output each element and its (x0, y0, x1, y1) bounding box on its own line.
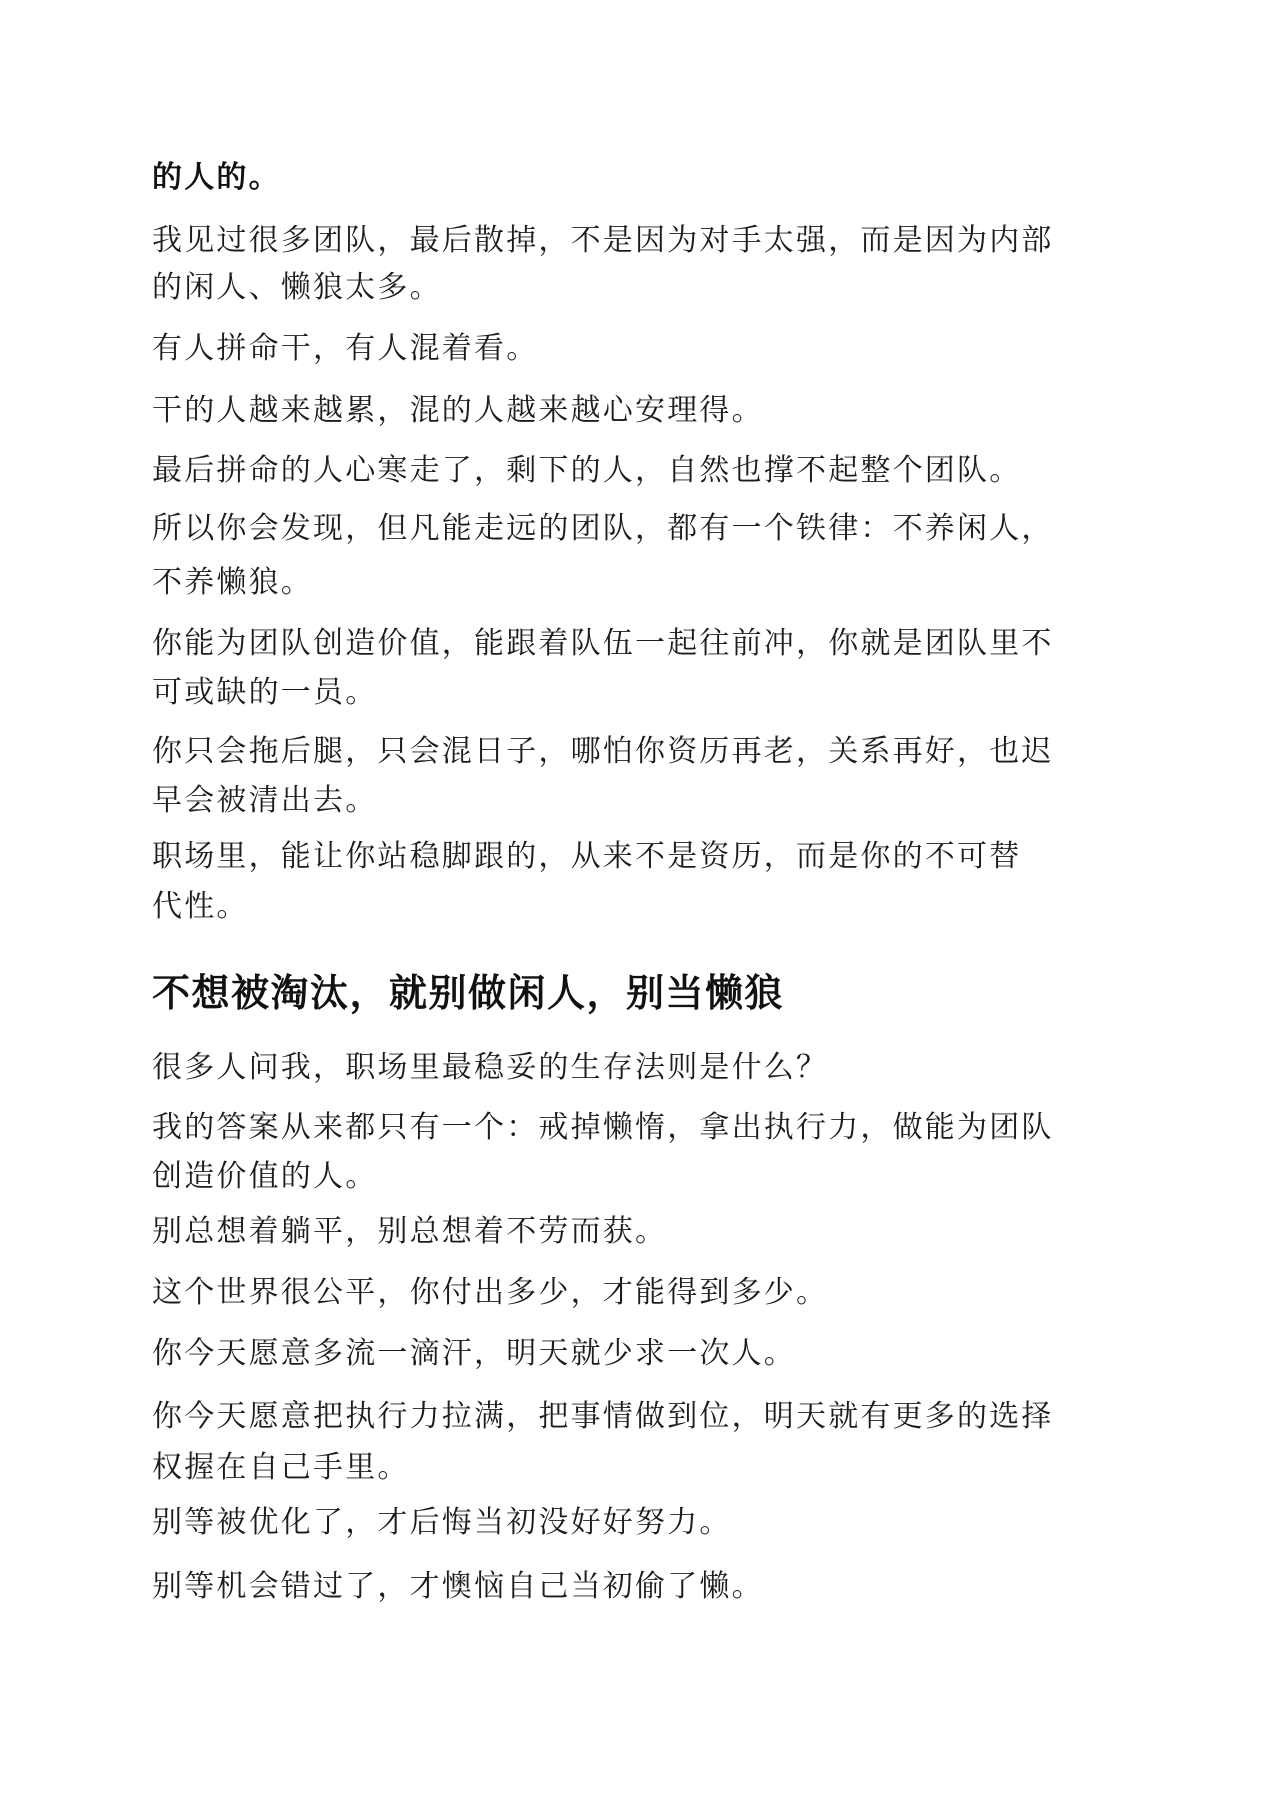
paragraph-line: 别等被优化了，才后悔当初没好好努力。 (152, 1505, 732, 1540)
paragraph-line: 创造价值的人。 (152, 1159, 378, 1194)
paragraph-line: 不养懒狼。 (152, 565, 313, 600)
paragraph-line: 你能为团队创造价值，能跟着队伍一起往前冲，你就是团队里不 (152, 626, 1054, 661)
paragraph-line: 你今天愿意把执行力拉满，把事情做到位，明天就有更多的选择 (152, 1399, 1054, 1434)
paragraph-line: 代性。 (152, 889, 249, 924)
paragraph-line: 权握在自己手里。 (152, 1450, 410, 1485)
paragraph-line: 干的人越来越累，混的人越来越心安理得。 (152, 393, 764, 428)
paragraph-line: 职场里，能让你站稳脚跟的，从来不是资历，而是你的不可替 (152, 839, 1022, 874)
paragraph-line: 有人拼命干，有人混着看。 (152, 331, 539, 366)
paragraph-line: 最后拼命的人心寒走了，剩下的人，自然也撑不起整个团队。 (152, 453, 1022, 488)
paragraph-line: 早会被清出去。 (152, 783, 378, 818)
paragraph-line: 你只会拖后腿，只会混日子，哪怕你资历再老，关系再好，也迟 (152, 734, 1054, 769)
paragraph-line: 可或缺的一员。 (152, 675, 378, 710)
paragraph-line: 这个世界很公平，你付出多少，才能得到多少。 (152, 1275, 829, 1310)
paragraph-line: 别总想着躺平，别总想着不劳而获。 (152, 1214, 668, 1249)
paragraph-line: 很多人问我，职场里最稳妥的生存法则是什么？ (152, 1050, 829, 1085)
intro-tail-text: 的人的。 (152, 160, 281, 195)
paragraph-line: 的闲人、懒狼太多。 (152, 270, 442, 305)
paragraph-line: 我见过很多团队，最后散掉，不是因为对手太强，而是因为内部 (152, 223, 1054, 258)
section-heading: 不想被淘汰，就别做闲人，别当懒狼 (152, 971, 785, 1015)
paragraph-line: 别等机会错过了，才懊恼自己当初偷了懒。 (152, 1569, 764, 1604)
paragraph-line: 我的答案从来都只有一个：戒掉懒惰，拿出执行力，做能为团队 (152, 1110, 1054, 1145)
paragraph-line: 你今天愿意多流一滴汗，明天就少求一次人。 (152, 1336, 796, 1371)
paragraph-line: 所以你会发现，但凡能走远的团队，都有一个铁律：不养闲人， (152, 511, 1054, 546)
